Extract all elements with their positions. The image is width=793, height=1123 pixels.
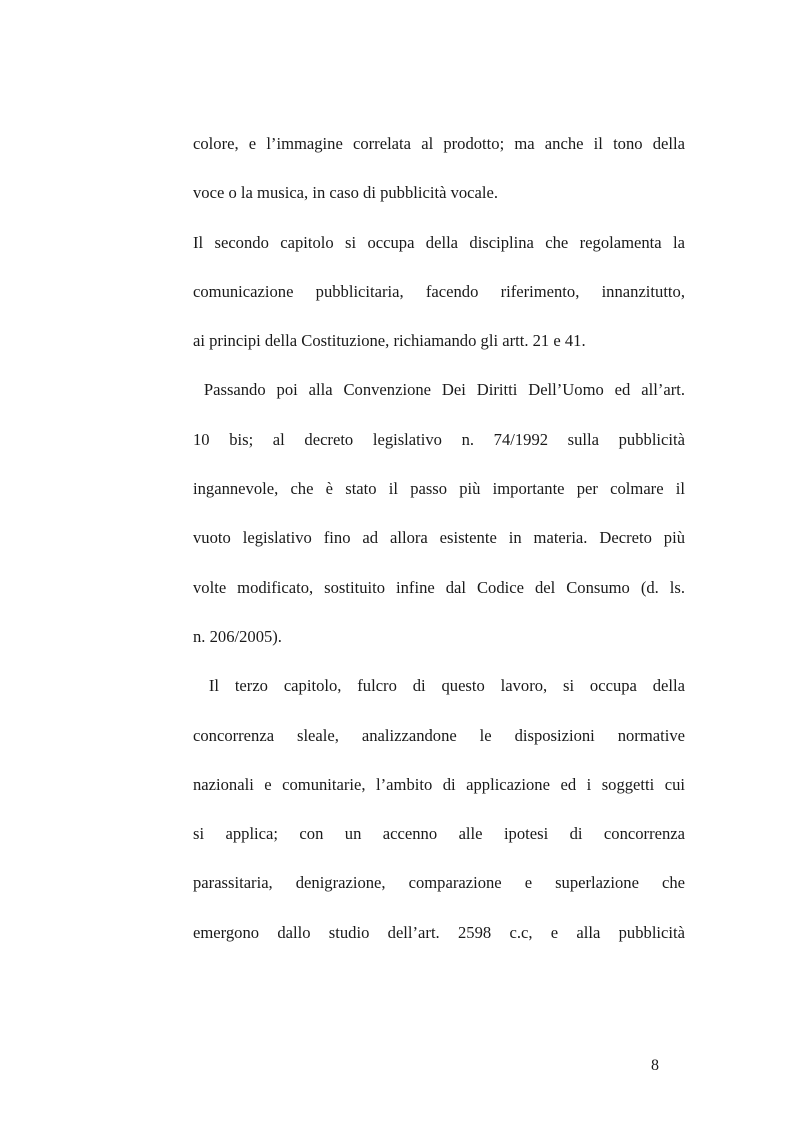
body-text <box>193 129 685 967</box>
text-line: Il terzo capitolo, fulcro di questo lavoro, si occupa della <box>193 676 685 696</box>
text-line: ai principi della Costituzione, richiamando gli artt. 21 e 41. <box>193 331 586 351</box>
text-line: ingannevole, che è stato il passo più importante per colmare il <box>193 479 685 499</box>
text-line: comunicazione pubblicitaria, facendo riferimento, innanzitutto, <box>193 281 685 301</box>
text-line: emergono dallo studio dell’art. 2598 c.c, e alla pubblicità <box>193 922 685 942</box>
text-line: n. 206/2005). <box>193 626 282 646</box>
text-line: concorrenza sleale, analizzandone le disposizioni normative <box>193 725 685 745</box>
text-line: nazionali e comunitarie, l’ambito di applicazione ed i soggetti cui <box>193 774 685 794</box>
text-line: volte modificato, sostituito infine dal Codice del Consumo (d. ls. <box>193 577 685 597</box>
text-line: 10 bis; al decreto legislativo n. 74/1992 sulla pubblicità <box>193 429 685 449</box>
text-line: Il secondo capitolo si occupa della disciplina che regolamenta la <box>193 232 685 252</box>
text-line: vuoto legislativo fino ad allora esistente in materia. Decreto più <box>193 528 685 548</box>
text-line: voce o la musica, in caso di pubblicità vocale. <box>193 183 499 203</box>
page-number: 8 <box>651 1057 659 1074</box>
text-line: Passando poi alla Convenzione Dei Diritti Dell’Uomo ed all’art. <box>193 380 685 400</box>
text-line: si applica; con un accenno alle ipotesi di concorrenza <box>193 824 685 844</box>
text-line: parassitaria, denigrazione, comparazione e superlazione che <box>193 873 685 893</box>
text-line: colore, e l’immagine correlata al prodotto; ma anche il tono della <box>193 134 685 153</box>
